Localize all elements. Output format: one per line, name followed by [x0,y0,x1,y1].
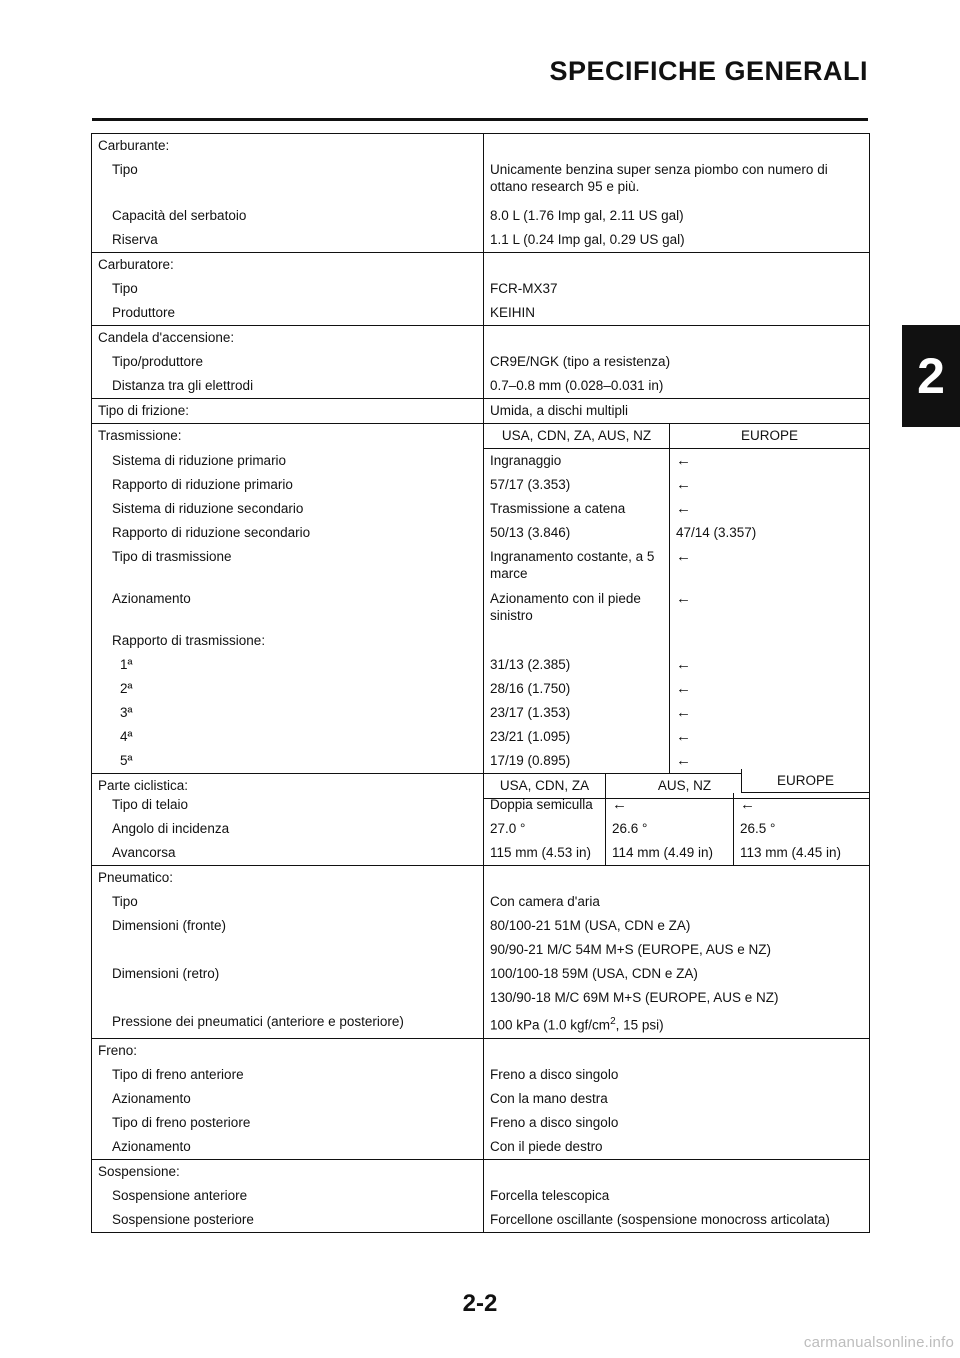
page-number: 2-2 [462,1290,498,1317]
spec-value: 100/100-18 59M (USA, CDN e ZA) [484,962,870,986]
spec-table-lower [91,865,870,1233]
section-heading-carburetor: Carburatore: [92,253,484,278]
spec-label: Rapporto di riduzione secondario [92,521,484,545]
spec-value: 26.6 ° [606,817,734,841]
spec-value: 31/13 (2.385) [484,653,670,677]
spec-label: Tipo [92,890,484,914]
section-heading-suspension: Sospensione: [92,1159,484,1184]
column-header: AUS, NZ [606,774,870,799]
column-header: EUROPE [670,424,870,449]
spec-table [91,133,870,799]
table-row [92,701,870,725]
spec-label: Azionamento [92,1135,484,1160]
table-row [92,1208,870,1233]
spec-value: Trasmissione a catena [484,497,670,521]
same-as-arrow: ← [670,677,870,701]
table-row [92,1135,870,1160]
table-row [92,1087,870,1111]
table-row [92,158,870,204]
section-heading-chassis: Parte ciclistica: [92,774,484,799]
table-row [92,134,870,159]
table-row [92,326,870,351]
watermark: carmanualsonline.info [803,1334,954,1351]
same-as-arrow: ← [670,749,870,774]
section-heading-tire: Pneumatico: [92,866,484,891]
spec-value: 115 mm (4.53 in) [484,841,606,865]
spec-label: Pressione dei pneumatici (anteriore e posteriore) [92,1010,484,1038]
table-row [92,473,870,497]
spec-label: Azionamento [92,1087,484,1111]
table-row [92,793,870,817]
table-row [92,253,870,278]
spec-label: Produttore [92,301,484,326]
same-as-arrow: ← [606,793,734,817]
table-row [92,1184,870,1208]
table-row [92,1038,870,1063]
pressure-text: 100 kPa (1.0 kgf/cm [490,1017,611,1033]
spec-value: Forcellone oscillante (sospensione monocross articolata) [484,1208,870,1233]
same-as-arrow: ← [670,545,870,587]
spec-value: Con la mano destra [484,1087,870,1111]
table-row [92,204,870,228]
pressure-text-end: , 15 psi) [615,1017,664,1033]
column-header: EUROPE [741,769,869,793]
spec-value: CR9E/NGK (tipo a resistenza) [484,350,870,374]
spec-label: Dimensioni (retro) [92,962,484,986]
table-row [92,497,870,521]
spec-value: Doppia semiculla [484,793,606,817]
table-row [92,424,870,449]
spec-value: 26.5 ° [734,817,870,841]
spec-value: Freno a disco singolo [484,1111,870,1135]
spec-label: Tipo di telaio [92,793,484,817]
column-header: USA, CDN, ZA [484,774,606,799]
spec-value: 1.1 L (0.24 Imp gal, 0.29 US gal) [484,228,870,253]
spec-value: FCR-MX37 [484,277,870,301]
same-as-arrow: ← [670,725,870,749]
table-row [92,1111,870,1135]
spec-value: 0.7–0.8 mm (0.028–0.031 in) [484,374,870,399]
table-row [92,841,870,865]
spec-label: 1ª [92,653,484,677]
spec-value: 114 mm (4.49 in) [606,841,734,865]
table-row [92,449,870,474]
spec-value: 8.0 L (1.76 Imp gal, 2.11 US gal) [484,204,870,228]
pressure-superscript: 2 [610,1016,616,1027]
same-as-arrow: ← [734,793,870,817]
spec-value: 27.0 ° [484,817,606,841]
spec-label: Tipo [92,277,484,301]
spec-label: 2ª [92,677,484,701]
spec-label: Tipo di trasmissione [92,545,484,587]
spec-value: Con camera d'aria [484,890,870,914]
spec-label: Azionamento [92,587,484,629]
table-row [92,629,870,653]
same-as-arrow: ← [670,587,870,629]
spec-label: Tipo/produttore [92,350,484,374]
same-as-arrow: ← [670,449,870,474]
spec-value: 23/17 (1.353) [484,701,670,725]
table-row [92,301,870,326]
spec-value: 23/21 (1.095) [484,725,670,749]
spec-value: 47/14 (3.357) [670,521,870,545]
table-row [92,914,870,938]
spec-value: Ingranaggio [484,449,670,474]
spec-value: 90/90-21 M/C 54M M+S (EUROPE, AUS e NZ) [484,938,870,962]
spec-label: 4ª [92,725,484,749]
spec-value: Unicamente benzina super senza piombo con numero di ottano research 95 e più. [484,158,870,204]
spec-label: Sistema di riduzione primario [92,449,484,474]
table-row [92,1063,870,1087]
spec-value: 57/17 (3.353) [484,473,670,497]
page-title: SPECIFICHE GENERALI [549,56,868,86]
table-row [92,938,870,962]
table-row [92,350,870,374]
section-heading-brake: Freno: [92,1038,484,1063]
spec-label: Tipo di freno posteriore [92,1111,484,1135]
section-heading-transmission: Trasmissione: [92,424,484,449]
spec-label: Riserva [92,228,484,253]
same-as-arrow: ← [670,701,870,725]
spec-value: 80/100-21 51M (USA, CDN e ZA) [484,914,870,938]
spec-label: Angolo di incidenza [92,817,484,841]
table-row [92,228,870,253]
spec-value: Con il piede destro [484,1135,870,1160]
spec-value: 17/19 (0.895) [484,749,670,774]
section-heading-spark-plug: Candela d'accensione: [92,326,484,351]
table-row [92,725,870,749]
chassis-table [91,793,870,865]
table-row [92,866,870,891]
spec-label: Distanza tra gli elettrodi [92,374,484,399]
table-row [92,817,870,841]
spec-value: 28/16 (1.750) [484,677,670,701]
title-divider [92,118,868,121]
spec-value: Azionamento con il piede sinistro [484,587,670,629]
chapter-tab: 2 [902,325,960,427]
spec-value: Umida, a dischi multipli [484,399,870,424]
table-row [92,986,870,1010]
table-row [92,962,870,986]
spec-value: 130/90-18 M/C 69M M+S (EUROPE, AUS e NZ) [484,986,870,1010]
same-as-arrow: ← [670,473,870,497]
spec-label: Sospensione posteriore [92,1208,484,1233]
table-row [92,1159,870,1184]
spec-label: Rapporto di riduzione primario [92,473,484,497]
section-heading-fuel: Carburante: [92,134,484,159]
table-row [92,653,870,677]
spec-label: Tipo di freno anteriore [92,1063,484,1087]
table-row [92,890,870,914]
table-row [92,521,870,545]
spec-value: 113 mm (4.45 in) [734,841,870,865]
spec-value [484,1010,870,1038]
table-row [92,374,870,399]
column-header: USA, CDN, ZA, AUS, NZ [484,424,670,449]
section-heading-clutch: Tipo di frizione: [92,399,484,424]
spec-label: Capacità del serbatoio [92,204,484,228]
table-row [92,545,870,587]
table-row [92,277,870,301]
spec-value: 50/13 (3.846) [484,521,670,545]
same-as-arrow: ← [670,497,870,521]
table-row [92,587,870,629]
spec-label: Avancorsa [92,841,484,865]
spec-value: Freno a disco singolo [484,1063,870,1087]
spec-label: Sistema di riduzione secondario [92,497,484,521]
spec-label: Tipo [92,158,484,204]
spec-label: Dimensioni (fronte) [92,914,484,938]
same-as-arrow: ← [670,653,870,677]
spec-label: Sospensione anteriore [92,1184,484,1208]
spec-value: KEIHIN [484,301,870,326]
table-row [92,399,870,424]
table-row [92,677,870,701]
spec-label: 3ª [92,701,484,725]
spec-value: Ingranamento costante, a 5 marce [484,545,670,587]
spec-label: 5ª [92,749,484,774]
table-row [92,1010,870,1038]
spec-value: Forcella telescopica [484,1184,870,1208]
spec-label: Rapporto di trasmissione: [92,629,484,653]
